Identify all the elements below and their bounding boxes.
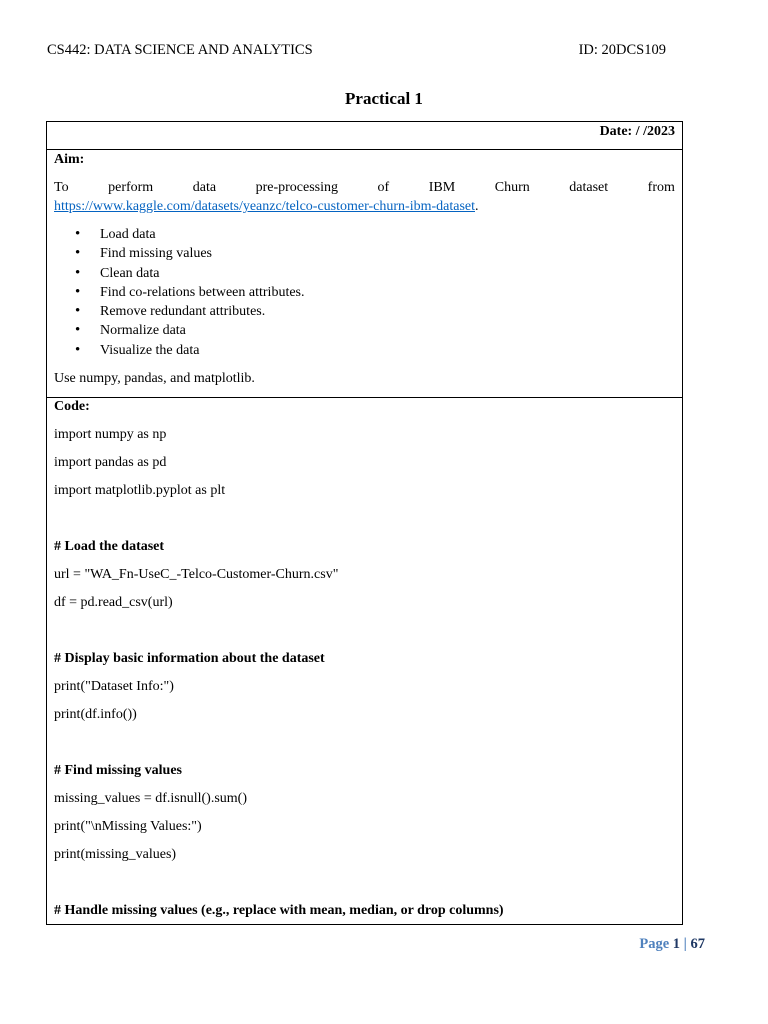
practical-title: Practical 1 [345,89,423,108]
code-line: missing_values = df.isnull().sum() [54,791,247,806]
code-line: print("\nMissing Values:") [54,819,202,834]
practical-table [46,121,683,925]
task-list [75,225,305,360]
aim-intro-word: Churn [494,180,530,195]
dataset-link[interactable]: https://www.kaggle.com/datasets/yeanzc/telco-customer-churn-ibm-dataset [54,199,475,214]
code-comment: # Find missing values [54,763,182,778]
aim-label: Aim: [54,152,85,167]
code-line: print(df.info()) [54,707,137,722]
aim-intro-word: data [192,180,217,195]
aim-closing: Use numpy, pandas, and matplotlib. [54,371,255,386]
task-item: • Find co-relations between attributes. [75,283,305,302]
date-label: Date: / /2023 [599,124,675,139]
link-suffix: . [475,199,479,214]
code-line: url = "WA_Fn-UseC_-Telco-Customer-Churn.csv" [54,567,339,582]
aim-intro-word: dataset [569,180,609,195]
page-number: 1 [672,936,681,952]
code-comment: # Load the dataset [54,539,165,554]
task-item: • Load data [75,225,305,244]
task-item: • Visualize the data [75,341,305,360]
code-line: print(missing_values) [54,847,177,862]
code-line: df = pd.read_csv(url) [54,595,173,610]
code-line: print("Dataset Info:") [54,679,174,694]
course-title: CS442: DATA SCIENCE AND ANALYTICS [47,42,313,58]
code-comment: # Handle missing values (e.g., replace with mean, median, or drop columns) [54,903,504,918]
date-row [47,122,682,150]
page-header [47,42,666,62]
aim-intro-word: IBM [428,180,456,195]
aim-section [47,150,682,398]
page-total: 67 [690,936,705,952]
code-line: import numpy as np [54,427,167,442]
aim-intro-word: of [377,180,390,195]
code-line: import pandas as pd [54,455,167,470]
aim-intro-word: perform [108,180,154,195]
code-section [47,398,682,924]
student-id: ID: 20DCS109 [578,42,666,58]
aim-intro [54,178,675,216]
task-item: • Normalize data [75,321,305,340]
task-item: • Find missing values [75,244,305,263]
code-line: import matplotlib.pyplot as plt [54,483,226,498]
code-label: Code: [54,399,90,414]
code-comment: # Display basic information about the dataset [54,651,325,666]
aim-intro-word: To [54,180,69,195]
aim-intro-line [54,178,675,197]
task-item: • Clean data [75,264,305,283]
page-footer [639,936,705,953]
aim-intro-word: from [647,180,675,195]
page-separator: | [683,936,687,952]
task-item: • Remove redundant attributes. [75,302,305,321]
page-label: Page [639,936,670,952]
aim-intro-word: pre-processing [255,180,339,195]
